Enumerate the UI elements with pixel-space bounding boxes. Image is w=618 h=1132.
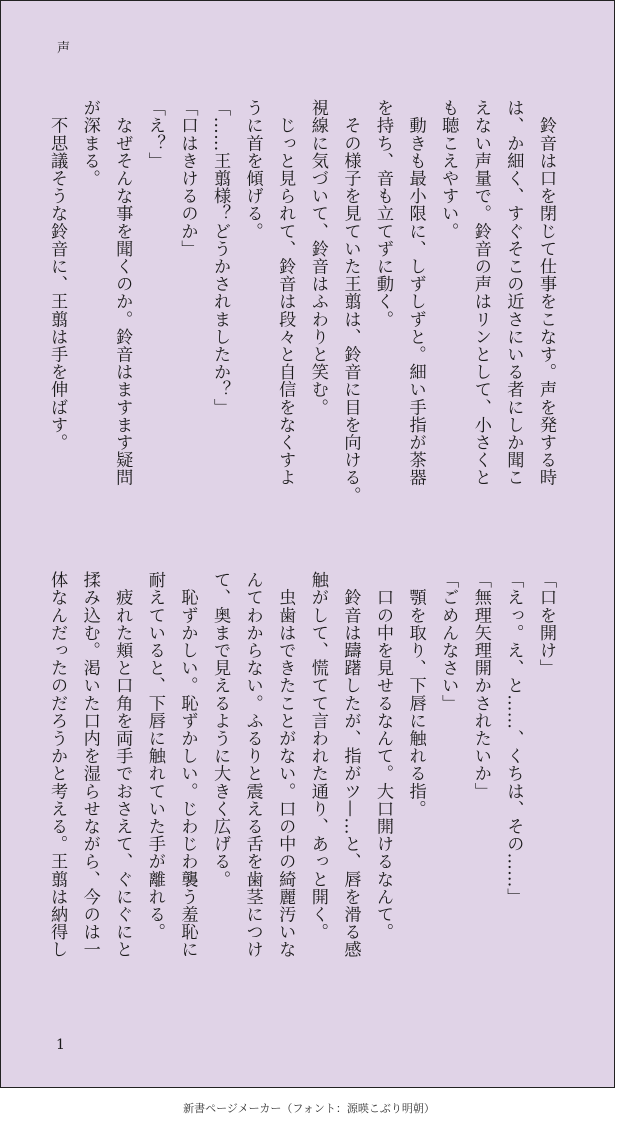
text-line: て、奥まで見えるように大きく広げる。: [210, 571, 231, 888]
text-line: 「え？」: [144, 99, 165, 170]
text-line: 揉み込む。渇いた口内を湿らせながら、今のは一: [79, 571, 100, 959]
text-block-top: [41, 99, 563, 539]
text-line: その様子を見ていた王翦は、鈴音に目を向ける。: [340, 99, 361, 504]
text-line: んてわからない。ふるりと震える舌を歯茎につけ: [242, 571, 263, 959]
text-line: 耐えていると、下唇に触れていた手が離れる。: [144, 571, 165, 941]
text-line: うに首を傾げる。: [242, 99, 263, 240]
text-line: 触がして、慌てて言われた通り、あっと開く。: [307, 571, 328, 941]
page-number: 1: [56, 1037, 65, 1053]
text-line: 「えっ。え、と……、くちは、その……」: [503, 571, 524, 906]
text-line: なぜそんな事を聞くのか。鈴音はますます疑問: [112, 99, 133, 487]
text-line: 体なんだったのだろうかと考える。王翦は納得し: [47, 571, 68, 959]
text-line: 鈴音は口を閉じて仕事をこなす。声を発する時: [536, 99, 556, 487]
text-line: も聴こえやすい。: [438, 99, 459, 240]
text-line: 顎を取り、下唇に触れる指。: [405, 571, 426, 818]
text-line: 視線に気づいて、鈴音はふわりと笑む。: [307, 99, 328, 416]
text-line: 「無理矢理開かされたいか」: [470, 571, 491, 800]
text-line: えない声量で。鈴音の声はリンとして、小さくと: [470, 99, 491, 487]
text-line: 恥ずかしい。恥ずかしい。じわじわ襲う羞恥に: [177, 571, 198, 959]
text-line: 動きも最小限に、しずしずと。細い手指が茶器: [405, 99, 426, 487]
footer-credit: 新書ページメーカー（フォント：源暎こぶり明朝）: [183, 1102, 435, 1115]
text-line: 虫歯はできたことがない。口の中の綺麗汚いな: [275, 571, 296, 959]
text-line: 「口を開け」: [536, 571, 556, 677]
text-line: は、か細く、すぐそこの近さにいる者にしか聞こ: [503, 99, 524, 487]
text-block-bottom: [41, 571, 563, 1031]
text-line: 鈴音は躊躇したが、指がツ—…と、唇を滑る感: [340, 571, 361, 959]
text-line: 不思議そうな鈴音に、王翦は手を伸ばす。: [47, 99, 68, 451]
text-line: が深まる。: [79, 99, 100, 187]
text-line: を持ち、音も立てずに動く。: [373, 99, 394, 328]
text-line: 「……王翦様？どうかされましたか？」: [210, 99, 231, 416]
text-line: 「ごめんなさい」: [438, 571, 459, 712]
text-line: じっと見られて、鈴音は段々と自信をなくすよ: [275, 99, 296, 487]
running-head: 声: [57, 41, 71, 56]
text-line: 口の中を見せるなんて。大口開けるなんて。: [373, 571, 394, 941]
text-line: 「口はきけるのか」: [177, 99, 198, 258]
text-line: 疲れた頬と口角を両手でおさえて、ぐにぐにと: [112, 571, 133, 959]
